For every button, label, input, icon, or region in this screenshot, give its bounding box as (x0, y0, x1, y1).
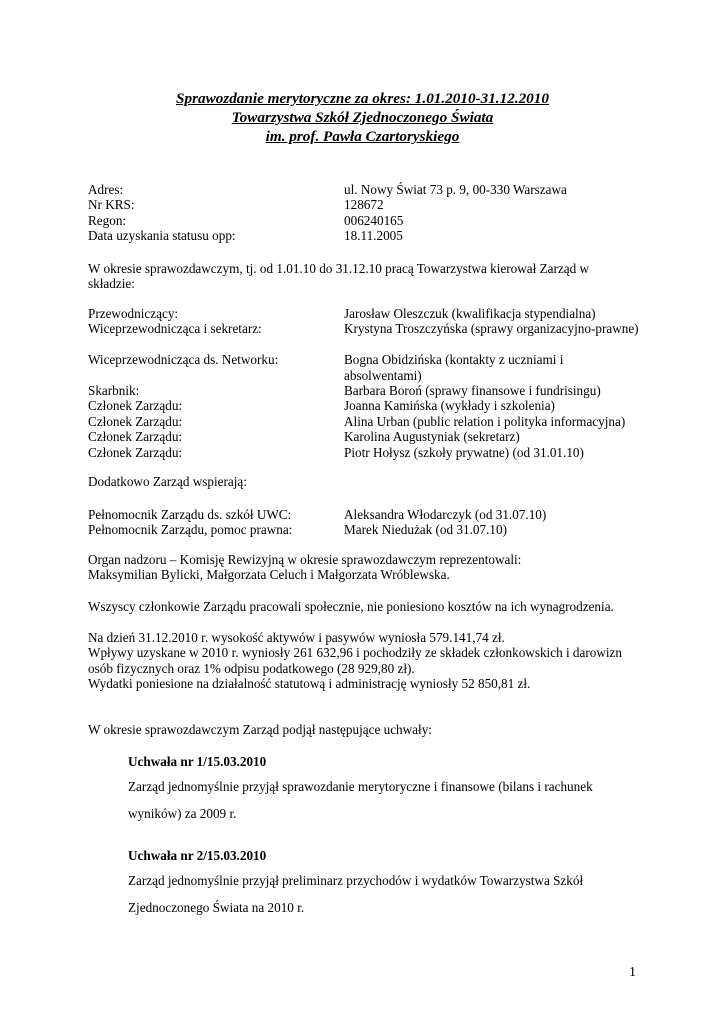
info-row-regon (88, 213, 648, 228)
resolution-2 (128, 848, 648, 921)
audit-line-1: Organ nadzoru – Komisję Rewizyjną w okresie sprawozdawczym reprezentowali: (88, 552, 522, 567)
board-role: Skarbnik: (88, 382, 140, 398)
support-intro (88, 474, 648, 489)
board-row (88, 383, 648, 398)
board-row (88, 352, 648, 383)
board-row (88, 398, 648, 413)
board-role: Członek Zarządu: (88, 444, 183, 460)
finance-line-2: Wpływy uzyskane w 2010 r. wyniosły 261 632,96 i pochodziły ze składek członkowskich i darowizn (88, 645, 622, 661)
resolutions-intro-text: W okresie sprawozdawczym Zarząd podjął następujące uchwały: (88, 722, 432, 737)
board-member: Bogna Obidzińska (kontakty z uczniami i absolwentami) (344, 352, 564, 383)
support-row (88, 507, 648, 522)
info-label: Nr KRS: (88, 197, 135, 213)
finance-line-3: osób fizycznych oraz 1% odpisu podatkowego (28 929,80 zł). (88, 660, 415, 676)
info-value: ul. Nowy Świat 73 p. 9, 00-330 Warszawa (344, 182, 567, 197)
volunteer-note (88, 599, 648, 614)
resolution-line: Zjednoczonego Świata na 2010 r. (128, 900, 305, 916)
finance-summary (88, 630, 648, 692)
info-value: 18.11.2005 (344, 228, 403, 244)
board-members (88, 306, 648, 460)
board-member: Barbara Boroń (sprawy finansowe i fundrisingu) (344, 382, 601, 398)
board-member: Jarosław Oleszczuk (kwalifikacja stypendialna) (344, 306, 596, 321)
title-line-3: im. prof. Pawła Czartoryskiego (265, 128, 460, 145)
board-row (88, 321, 648, 352)
intro-line-1: W okresie sprawozdawczym, tj. od 1.01.10 do 31.12.10 pracą Towarzystwa kierował Zarząd w (88, 261, 590, 276)
board-member: Piotr Hołysz (szkoły prywatne) (od 31.01.10) (344, 444, 584, 460)
info-label: Regon: (88, 212, 127, 228)
info-row-krs (88, 197, 648, 212)
board-member: Alina Urban (public relation i polityka informacyjna) (344, 413, 626, 429)
info-row-opp-date (88, 228, 648, 243)
resolution-title: Uchwała nr 2/15.03.2010 (128, 848, 267, 863)
support-role: Pełnomocnik Zarządu ds. szkół UWC: (88, 507, 292, 522)
info-label: Adres: (88, 182, 124, 197)
resolutions-intro (88, 722, 648, 737)
board-role: Wiceprzewodnicząca ds. Networku: (88, 352, 279, 368)
board-row (88, 445, 648, 460)
resolution-1 (128, 754, 648, 827)
support-member: Marek Niedużak (od 31.07.10) (344, 522, 507, 538)
support-intro-text: Dodatkowo Zarząd wspierają: (88, 474, 247, 489)
support-role: Pełnomocnik Zarządu, pomoc prawna: (88, 522, 293, 538)
board-role: Członek Zarządu: (88, 429, 183, 445)
title-line-2: Towarzystwa Szkół Zjednoczonego Świata (231, 109, 494, 126)
support-row (88, 522, 648, 537)
board-role: Wiceprzewodnicząca i sekretarz: (88, 321, 262, 337)
resolution-line: Zarząd jednomyślnie przyjął preliminarz przychodów i wydatków Towarzystwa Szkół (128, 873, 584, 889)
resolution-line: wyników) za 2009 r. (128, 806, 237, 822)
board-row (88, 306, 648, 321)
title-line-1: Sprawozdanie merytoryczne za okres: 1.01.2010-31.12.2010 (176, 90, 549, 107)
resolution-line: Zarząd jednomyślnie przyjął sprawozdanie merytoryczne i finansowe (bilans i rachunek (128, 779, 593, 795)
audit-line-2: Maksymilian Bylicki, Małgorzata Celuch i Małgorzata Wróblewska. (88, 567, 450, 583)
document-title (0, 89, 725, 146)
board-row (88, 429, 648, 444)
finance-line-1: Na dzień 31.12.2010 r. wysokość aktywów i pasywów wyniosła 579.141,74 zł. (88, 630, 505, 645)
support-members (88, 507, 648, 538)
support-member: Aleksandra Włodarczyk (od 31.07.10) (344, 507, 547, 522)
board-member: Krystyna Troszczyńska (sprawy organizacyjno-prawne) (344, 321, 639, 337)
info-row-address (88, 182, 648, 197)
volunteer-text: Wszyscy członkowie Zarządu pracowali społecznie, nie poniesiono kosztów na ich wynagrodzenia. (88, 599, 614, 614)
intro-line-2: składzie: (88, 276, 135, 292)
page-number: 1 (629, 965, 636, 980)
board-role: Członek Zarządu: (88, 398, 183, 414)
finance-line-4: Wydatki poniesione na działalność statutową i administrację wyniosły 52 850,81 zł. (88, 676, 531, 692)
resolution-title: Uchwała nr 1/15.03.2010 (128, 754, 267, 769)
board-role: Członek Zarządu: (88, 413, 183, 429)
board-row (88, 414, 648, 429)
board-intro (88, 261, 648, 292)
organization-info (88, 182, 648, 244)
board-member: Karolina Augustyniak (sekretarz) (344, 429, 520, 445)
info-value: 128672 (344, 197, 384, 213)
audit-committee (88, 552, 648, 583)
info-value: 006240165 (344, 212, 404, 228)
board-role: Przewodniczący: (88, 306, 179, 321)
info-label: Data uzyskania statusu opp: (88, 228, 236, 244)
board-member: Joanna Kamińska (wykłady i szkolenia) (344, 398, 555, 414)
